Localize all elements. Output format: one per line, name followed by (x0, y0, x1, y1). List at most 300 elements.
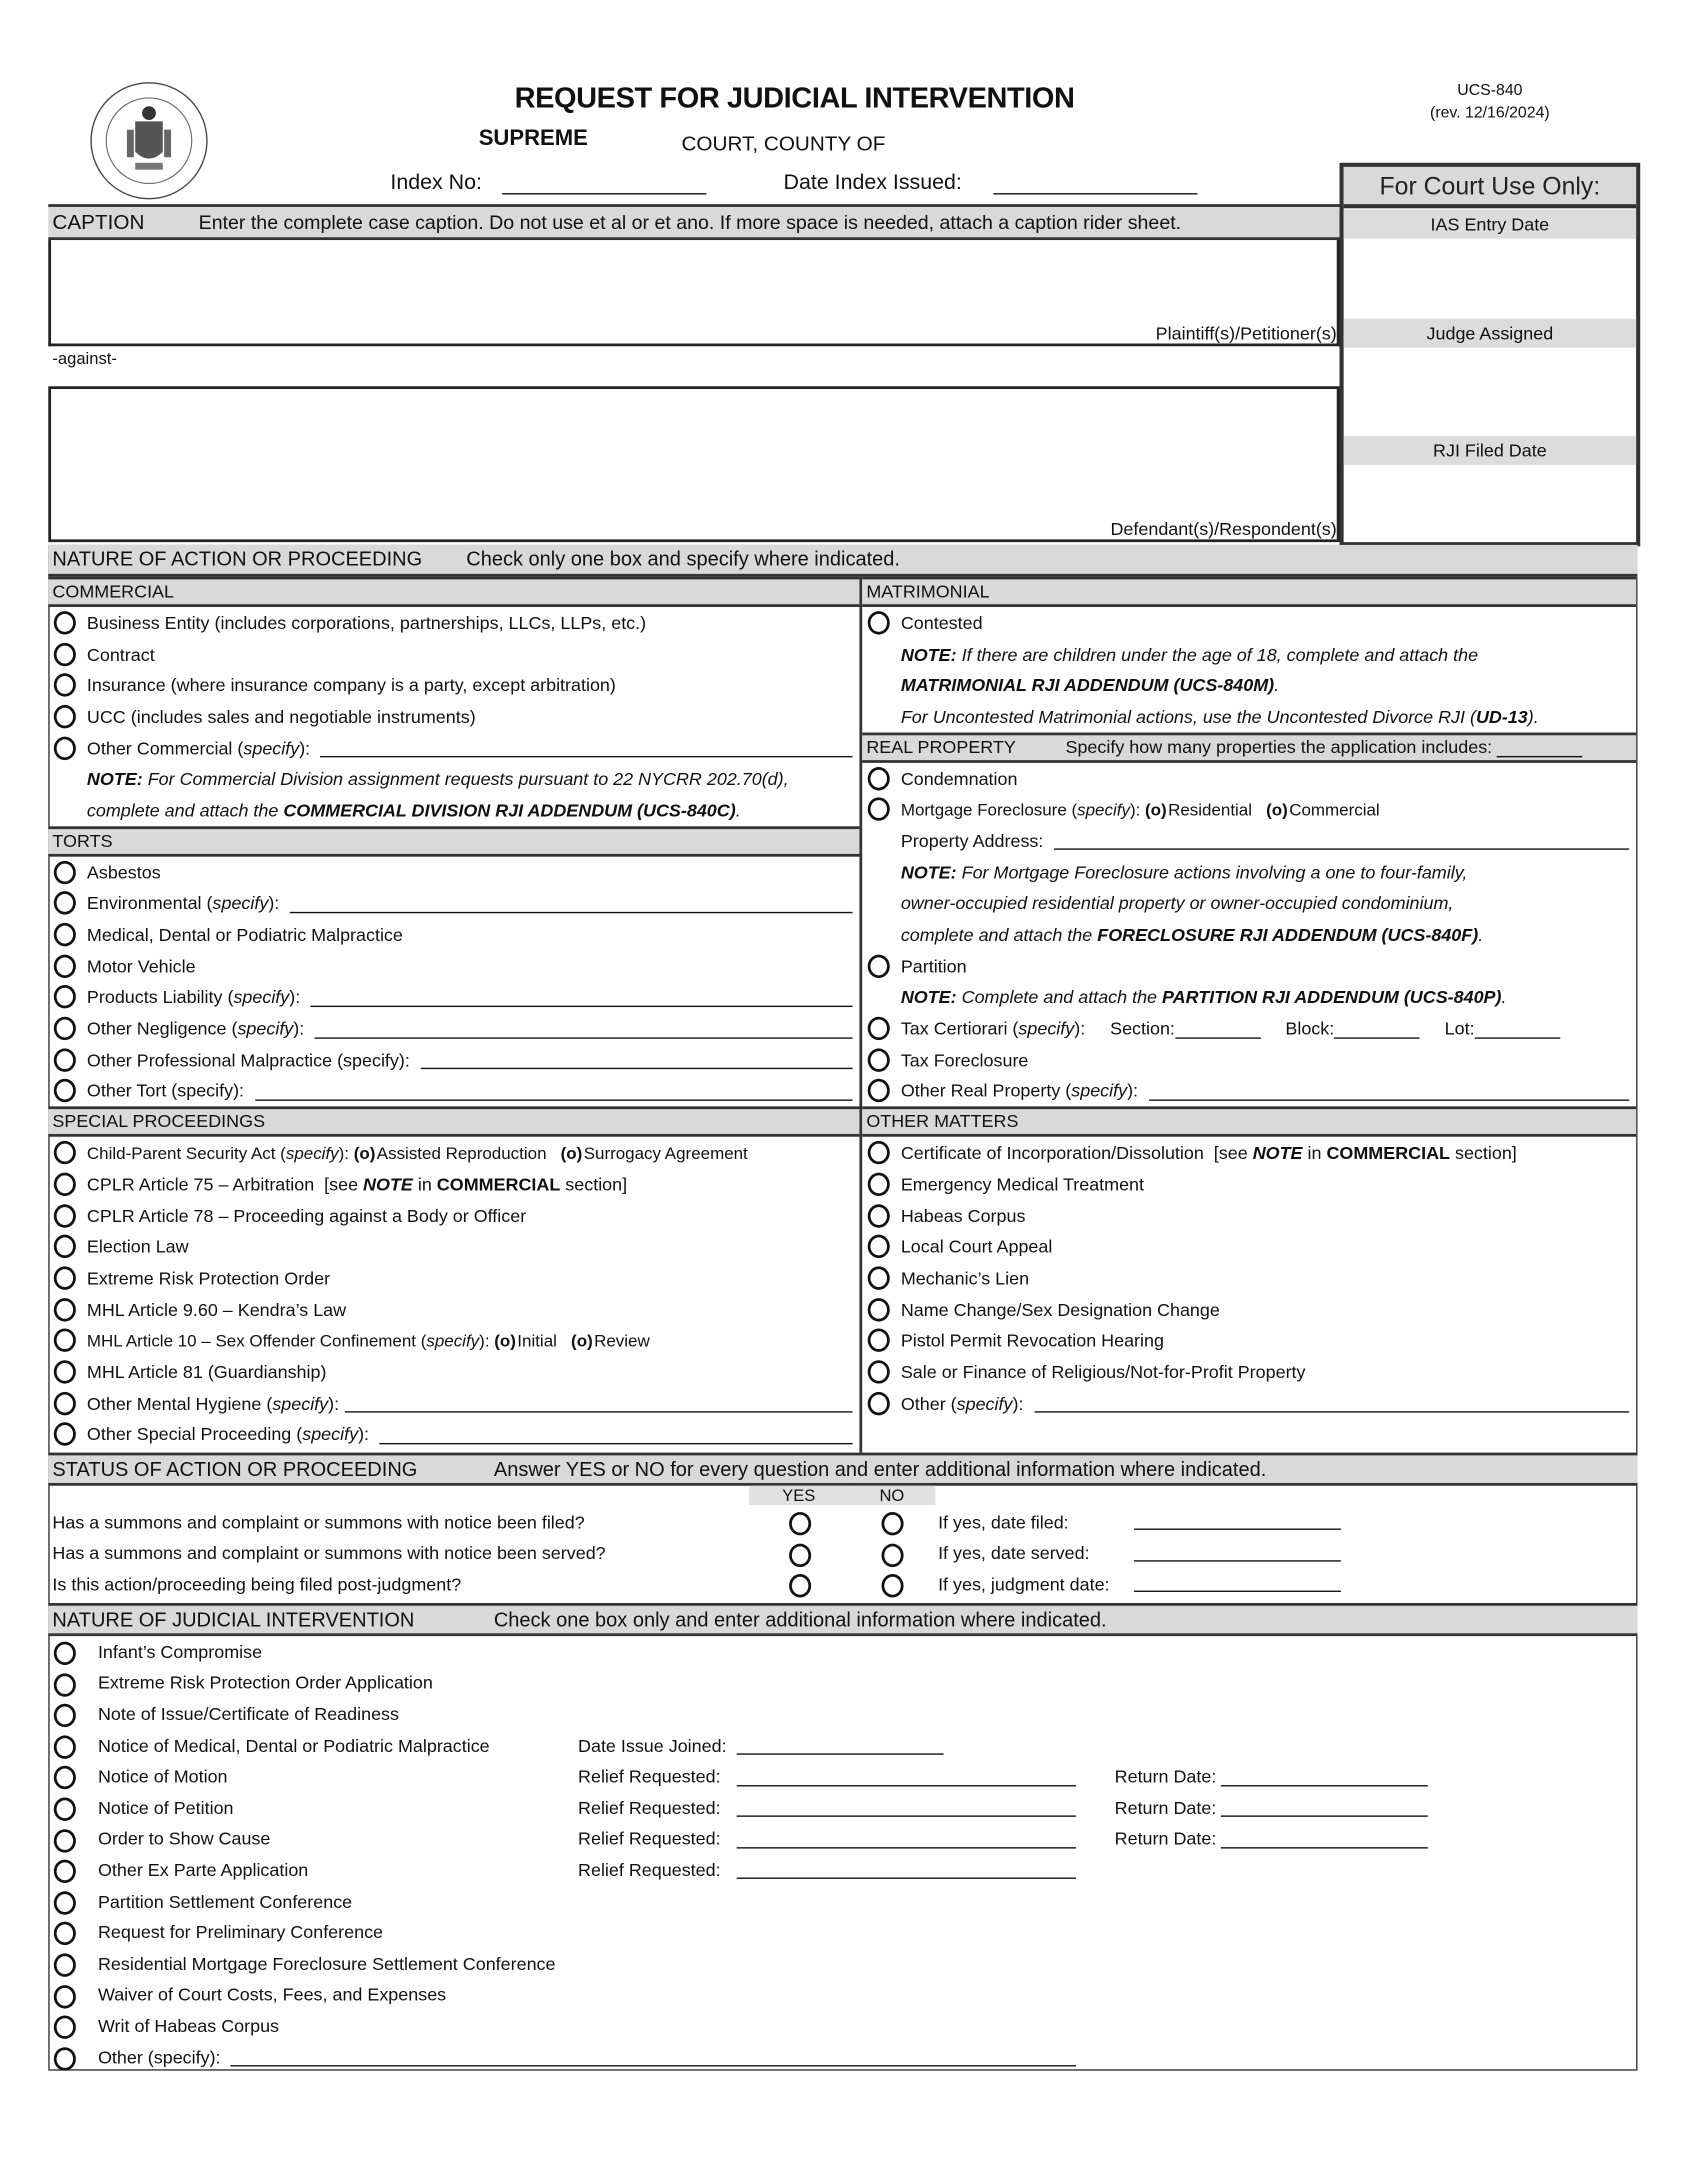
option-label (48, 1236, 859, 1257)
radio-button[interactable] (54, 860, 76, 883)
radio-button[interactable] (54, 1891, 76, 1914)
intervention-partition-settlement-conference[interactable] (48, 1886, 1634, 1917)
plaintiff-caption-field[interactable] (48, 240, 1339, 346)
label-text: Other Negligence ( (86, 1018, 238, 1039)
label-text: Local Court Appeal (900, 1236, 1053, 1258)
option-label (862, 830, 1636, 851)
label-text: complete and attach the (86, 800, 279, 821)
option-local-court-appeal[interactable] (862, 1231, 1636, 1262)
radio-button[interactable] (868, 766, 890, 789)
label-text: ): (299, 737, 316, 759)
label-text: specify (212, 893, 269, 914)
option-label (48, 1362, 859, 1383)
section-header-special-proceedings (48, 1107, 859, 1137)
radio-button[interactable] (54, 1766, 76, 1789)
index-no-field[interactable] (502, 174, 706, 195)
option-label (48, 1018, 859, 1039)
label-text: complete and attach the (900, 924, 1093, 946)
text-field[interactable] (1221, 1798, 1428, 1817)
radio-button[interactable] (868, 1391, 890, 1414)
status-date-field[interactable] (1134, 1511, 1341, 1530)
label-text: ): (268, 893, 285, 914)
text-field[interactable] (1175, 1019, 1261, 1038)
option-habeas-corpus[interactable] (862, 1200, 1636, 1231)
intervention-label (98, 1948, 556, 1979)
court-county-label: COURT, COUNTY OF (681, 132, 886, 156)
label-text: ): (293, 1018, 310, 1039)
option-label (862, 1050, 1636, 1071)
label-text: ). (1527, 706, 1539, 727)
text-field[interactable] (315, 1019, 853, 1038)
label-text: Return Date: (1114, 1766, 1222, 1787)
intervention-label (98, 1823, 270, 1854)
option-asbestos[interactable] (48, 856, 859, 887)
option-label (862, 893, 1636, 914)
option-label (862, 1081, 1636, 1102)
label-text: Residential Mortgage Foreclosure Settlement Conference (97, 1953, 556, 1974)
index-no-label: Index No: (390, 171, 482, 195)
status-question: Has a summons and complaint or summons with notice been filed? (52, 1511, 585, 1533)
option-label (48, 675, 859, 696)
option-other-special-proceeding-specify[interactable] (48, 1419, 859, 1450)
label-text: Notice of Motion (97, 1766, 228, 1787)
radio-button[interactable] (54, 1953, 76, 1976)
radio-button[interactable] (868, 1360, 890, 1383)
section-header-other-matters (862, 1107, 1636, 1137)
section-note (1065, 735, 1582, 760)
intervention-header (48, 1603, 1637, 1636)
option-extreme-risk-protection-order[interactable] (48, 1262, 859, 1293)
label-text: Medical, Dental or Podiatric Malpractice (86, 924, 403, 946)
intervention-request-for-preliminary-conference[interactable] (48, 1917, 1634, 1948)
intervention-mid-field (578, 1730, 1076, 1761)
intervention-label (98, 1792, 234, 1823)
section-title: REAL PROPERTY (866, 736, 1016, 758)
radio-button[interactable] (54, 1673, 76, 1696)
option-other-real-property-specify[interactable] (862, 1076, 1636, 1107)
text-field[interactable] (1475, 1019, 1561, 1038)
section-title: MATRIMONIAL (866, 580, 990, 602)
intervention-mid-field (578, 1854, 1076, 1885)
radio-button[interactable] (54, 1798, 76, 1821)
option-label (48, 956, 859, 977)
option-label (862, 612, 1636, 633)
radio-button[interactable] (868, 1204, 890, 1227)
text-field[interactable] (311, 988, 853, 1007)
option-label (48, 987, 859, 1008)
radio-button[interactable] (54, 611, 76, 634)
intervention-extreme-risk-protection-order-applicatio[interactable] (48, 1667, 1634, 1698)
option-other-specify[interactable] (862, 1388, 1636, 1419)
label-text: ): (479, 1330, 495, 1351)
radio-button[interactable] (868, 1172, 890, 1195)
intervention-residential-mortgage-foreclosure-settlem[interactable] (48, 1948, 1634, 1979)
option-label (48, 1050, 859, 1071)
intervention-notice-of-petition[interactable] (48, 1792, 1634, 1823)
label-text: Condemnation (900, 767, 1018, 789)
option-pistol-permit-revocation-hearing[interactable] (862, 1325, 1636, 1356)
radio-button[interactable] (54, 736, 76, 759)
option-contract[interactable] (48, 638, 859, 669)
label-text: section] (1449, 1142, 1517, 1164)
radio-button[interactable] (54, 1642, 76, 1665)
option-sale-or-finance-of-religious-not-for-pro[interactable] (862, 1356, 1636, 1387)
label-text: Mechanic’s Lien (900, 1267, 1030, 1289)
radio-button[interactable] (868, 1298, 890, 1321)
radio-button[interactable] (868, 1017, 890, 1040)
label-text: specify (233, 986, 290, 1008)
option-label (862, 1299, 1636, 1320)
option-mechanic-s-lien[interactable] (862, 1262, 1636, 1293)
label-text: Notice of Petition (97, 1797, 234, 1818)
option-medical-dental-or-podiatric-malpractice[interactable] (48, 919, 859, 950)
option-emergency-medical-treatment[interactable] (862, 1168, 1636, 1199)
radio-button[interactable] (54, 2016, 76, 2039)
court-use-only-box (1340, 163, 1641, 547)
text-field[interactable] (736, 1767, 1076, 1786)
label-text: Lot: (1419, 1018, 1475, 1039)
status-question: Is this action/proceeding being filed post-judgment? (52, 1573, 462, 1595)
option-election-law[interactable] (48, 1231, 859, 1262)
label-text: Specify how many properties the application includes: (1065, 736, 1498, 758)
option-label (862, 1142, 1636, 1163)
option-label (48, 862, 859, 883)
radio-button[interactable] (54, 1922, 76, 1945)
option-radio[interactable]: (o) (494, 1330, 516, 1351)
text-field[interactable] (1334, 1019, 1420, 1038)
option-contested[interactable] (862, 607, 1636, 638)
radio-button[interactable] (54, 2047, 76, 2070)
note-text (862, 982, 1636, 1013)
radio-button[interactable] (54, 923, 76, 946)
section-title: OTHER MATTERS (866, 1110, 1019, 1132)
form-id: UCS-840 (1457, 82, 1523, 100)
intervention-notice-of-medical-dental-or-podiatric-ma[interactable] (48, 1730, 1634, 1761)
intervention-label (98, 1761, 228, 1792)
option-label (862, 924, 1636, 945)
label-text: Other (specify): (97, 2046, 226, 2068)
yes-radio[interactable] (789, 1543, 811, 1566)
label-text: For Uncontested Matrimonial actions, use the Uncontested Divorce RJI ( (900, 706, 1476, 727)
label-text: Other Ex Parte Application (97, 1859, 309, 1881)
label-text: Other Real Property ( (900, 1080, 1072, 1102)
intervention-notice-of-motion[interactable] (48, 1761, 1634, 1792)
option-label (48, 1331, 859, 1350)
label-text: Extreme Risk Protection Order Application (97, 1672, 433, 1694)
label-text: For Mortgage Foreclosure actions involving a one to four-family, (961, 861, 1468, 883)
note-text (862, 701, 1636, 732)
label-text: . (1274, 674, 1280, 696)
option-label (862, 1362, 1636, 1383)
option-mhl-article-9-60-kendra-s-law[interactable] (48, 1294, 859, 1325)
label-text: Contested (900, 612, 983, 633)
option-mhl-article-10-sex-offender-confinement-[interactable] (48, 1325, 859, 1356)
defendant-caption-field[interactable] (48, 386, 1339, 542)
label-text: Request for Preliminary Conference (97, 1921, 384, 1943)
option-products-liability-specify[interactable] (48, 982, 859, 1013)
option-other-tort-specify[interactable] (48, 1076, 859, 1107)
label-text: ): (328, 1392, 340, 1414)
nature-of-action-header (48, 545, 1637, 577)
court-use-title: For Court Use Only: (1344, 167, 1636, 208)
note-text (862, 825, 1636, 856)
text-field[interactable] (1497, 738, 1583, 757)
label-text: Mortgage Foreclosure ( (900, 799, 1078, 820)
radio-button[interactable] (868, 1266, 890, 1289)
label-text: ): (1129, 799, 1146, 820)
option-name-change-sex-designation-change[interactable] (862, 1294, 1636, 1325)
intervention-infant-s-compromise[interactable] (48, 1636, 1634, 1667)
option-radio[interactable]: (o) (571, 1330, 593, 1351)
label-text: ): (289, 986, 306, 1008)
label-text: Environmental ( (86, 893, 213, 914)
status-label: STATUS OF ACTION OR PROCEEDING (52, 1459, 418, 1482)
option-motor-vehicle[interactable] (48, 950, 859, 981)
radio-button[interactable] (54, 1735, 76, 1758)
section-title: COMMERCIAL (52, 580, 174, 602)
intervention-note-of-issue-certificate-of-readiness[interactable] (48, 1698, 1634, 1729)
option-business-entity-includes-corporations-pa[interactable] (48, 607, 859, 638)
status-date-field[interactable] (1134, 1573, 1341, 1592)
label-text: Relief Requested: (578, 1828, 731, 1850)
radio-button[interactable] (54, 1204, 76, 1227)
label-text: Election Law (86, 1236, 189, 1258)
label-text: Writ of Habeas Corpus (97, 2015, 280, 2037)
option-label (48, 1268, 859, 1289)
label-text: owner-occupied residential property or owner-occupied condominium, (900, 893, 1454, 914)
radio-button[interactable] (54, 1172, 76, 1195)
label-text: Tax Certiorari ( (900, 1018, 1019, 1039)
label-text: COMMERCIAL (1326, 1142, 1450, 1164)
intervention-label (98, 1698, 399, 1729)
section-title: SPECIAL PROCEEDINGS (52, 1110, 266, 1132)
label-text: NOTE: (900, 643, 957, 665)
text-field[interactable] (420, 1050, 852, 1069)
option-environmental-specify[interactable] (48, 888, 859, 919)
option-label (48, 1143, 859, 1162)
nature-of-action-label: NATURE OF ACTION OR PROCEEDING (52, 549, 423, 572)
label-text: specify (1077, 799, 1130, 820)
label-text: MHL Article 10 – Sex Offender Confinement ( (86, 1330, 427, 1351)
note-text (862, 919, 1636, 950)
status-instruction: Answer YES or NO for every question and enter additional information where indicated. (493, 1459, 1267, 1482)
option-label (862, 1174, 1636, 1195)
option-other-mental-hygiene-specify[interactable] (48, 1388, 859, 1419)
intervention-mid-field (578, 1792, 1076, 1823)
intervention-other-ex-parte-application[interactable] (48, 1854, 1634, 1885)
radio-button[interactable] (54, 1017, 76, 1040)
option-tax-foreclosure[interactable] (862, 1044, 1636, 1075)
judge-assigned-label: Judge Assigned (1344, 319, 1636, 348)
option-label (48, 800, 859, 821)
option-cplr-article-75-arbitration-see-note-in-[interactable] (48, 1168, 859, 1199)
status-date-field[interactable] (1134, 1542, 1341, 1561)
court-type[interactable]: SUPREME (478, 126, 588, 151)
label-text: UD-13 (1475, 706, 1528, 727)
label-text: in (412, 1173, 437, 1195)
intervention-mid-field (578, 1823, 1076, 1854)
intervention-return-date (1115, 1761, 1429, 1792)
text-field[interactable] (736, 1829, 1076, 1848)
option-label (48, 1205, 859, 1226)
radio-button[interactable] (54, 1704, 76, 1727)
intervention-label (98, 2010, 279, 2041)
label-text: Return Date: (1114, 1797, 1222, 1818)
option-other-negligence-specify[interactable] (48, 1013, 859, 1044)
radio-button[interactable] (54, 1298, 76, 1321)
label-text: Other Professional Malpractice (specify): (86, 1049, 415, 1071)
text-field[interactable] (1054, 831, 1629, 850)
label-text: Note of Issue/Certificate of Readiness (97, 1703, 400, 1725)
label-text: NOTE (363, 1173, 413, 1195)
option-label (48, 893, 859, 914)
radio-button[interactable] (868, 611, 890, 634)
radio-button[interactable] (868, 954, 890, 977)
text-field[interactable] (380, 1425, 853, 1444)
option-label (48, 612, 859, 633)
label-text: specify (1018, 1018, 1075, 1039)
label-text: Relief Requested: (578, 1797, 731, 1818)
text-field[interactable] (736, 1860, 1076, 1879)
text-field[interactable] (736, 1798, 1076, 1817)
option-radio[interactable]: (o) (1266, 799, 1288, 820)
form-title: REQUEST FOR JUDICIAL INTERVENTION (514, 82, 1075, 115)
label-text: Business Entity (includes corporations, partnerships, LLCs, LLPs, etc.) (86, 612, 647, 633)
label-text: CPLR Article 78 – Proceeding against a Body or Officer (86, 1205, 527, 1226)
label-text: Other Mental Hygiene ( (86, 1392, 273, 1414)
label-text: FORECLOSURE RJI ADDENDUM (UCS-840F) (1097, 924, 1479, 946)
intervention-order-to-show-cause[interactable] (48, 1823, 1634, 1854)
option-other-professional-malpractice-specify[interactable] (48, 1044, 859, 1075)
status-question: Has a summons and complaint or summons with notice been served? (52, 1542, 606, 1564)
label-text: Date Issue Joined: (578, 1734, 737, 1756)
option-label (48, 1081, 859, 1102)
text-field[interactable] (1149, 1081, 1630, 1100)
label-text: Pistol Permit Revocation Hearing (900, 1330, 1164, 1351)
text-field[interactable] (1034, 1394, 1629, 1413)
radio-button[interactable] (54, 642, 76, 665)
radio-button[interactable] (868, 1048, 890, 1071)
option-radio[interactable]: (o) (560, 1143, 583, 1163)
section-title: TORTS (52, 830, 113, 851)
label-text: PARTITION RJI ADDENDUM (UCS-840P) (1162, 986, 1502, 1008)
label-text: Return Date: (1114, 1828, 1222, 1850)
text-field[interactable] (290, 894, 853, 913)
label-text: Partition (900, 955, 967, 977)
option-partition[interactable] (862, 950, 1636, 981)
label-text: specify (426, 1330, 480, 1351)
option-mortgage-foreclosure-specify-residential[interactable] (862, 794, 1636, 825)
text-field[interactable] (321, 738, 853, 757)
radio-button[interactable] (54, 1048, 76, 1071)
intervention-label (98, 1979, 446, 2010)
label-text: Property Address: (900, 830, 1049, 852)
label-text: . (735, 800, 741, 821)
text-field[interactable] (737, 1736, 944, 1755)
option-label (48, 769, 859, 790)
no-radio[interactable] (882, 1512, 904, 1535)
radio-button[interactable] (54, 1391, 76, 1414)
label-text: Other Special Proceeding ( (86, 1424, 303, 1445)
radio-button[interactable] (54, 1860, 76, 1883)
option-label (862, 768, 1636, 789)
option-ucc-includes-sales-and-negotiable-instru[interactable] (48, 701, 859, 732)
text-field[interactable] (1221, 1829, 1428, 1848)
label-text: . (1501, 986, 1507, 1008)
text-field[interactable] (231, 2047, 1076, 2066)
radio-button[interactable] (54, 954, 76, 977)
option-other-commercial-specify[interactable] (48, 732, 859, 763)
option-label (48, 1299, 859, 1320)
option-child-parent-security-act-specify-assist[interactable] (48, 1137, 859, 1168)
option-label (862, 1236, 1636, 1257)
note-text (862, 888, 1636, 919)
no-column-header: NO (848, 1486, 935, 1505)
option-radio[interactable]: (o) (1145, 799, 1167, 820)
label-text: Insurance (where insurance company is a party, except arbitration) (86, 674, 616, 696)
option-label (48, 1393, 859, 1414)
label-text: Name Change/Sex Designation Change (900, 1298, 1220, 1320)
radio-button[interactable] (54, 1360, 76, 1383)
radio-button[interactable] (54, 1266, 76, 1289)
section-header-commercial (48, 577, 859, 607)
option-certificate-of-incorporation-dissolution[interactable] (862, 1137, 1636, 1168)
radio-button[interactable] (54, 1985, 76, 2008)
intervention-return-date (1115, 1823, 1429, 1854)
intervention-label (98, 1917, 383, 1948)
no-radio[interactable] (882, 1543, 904, 1566)
option-mhl-article-81-guardianship[interactable] (48, 1356, 859, 1387)
caption-label: CAPTION (52, 211, 145, 235)
intervention-waiver-of-court-costs-fees-and-expenses[interactable] (48, 1979, 1634, 2010)
label-text: Contract (86, 643, 155, 665)
label-text: MHL Article 81 (Guardianship) (86, 1361, 327, 1383)
label-text: Commercial (1289, 799, 1380, 820)
text-field[interactable] (345, 1394, 853, 1413)
option-insurance-where-insurance-company-is-a-p[interactable] (48, 670, 859, 701)
intervention-label: NATURE OF JUDICIAL INTERVENTION (52, 1609, 415, 1632)
intervention-writ-of-habeas-corpus[interactable] (48, 2010, 1634, 2041)
label-text: Asbestos (86, 861, 161, 883)
label-text: specify (1071, 1080, 1128, 1102)
option-radio[interactable]: (o) (353, 1143, 376, 1163)
radio-button[interactable] (54, 1829, 76, 1852)
yes-radio[interactable] (789, 1512, 811, 1535)
option-label (862, 644, 1636, 665)
label-text: Surrogacy Agreement (583, 1143, 748, 1163)
option-label (48, 737, 859, 758)
date-index-issued-field[interactable] (993, 174, 1197, 195)
label-text: in (1302, 1142, 1327, 1164)
note-text (862, 638, 1636, 669)
label-text: If there are children under the age of 18, complete and attach the (961, 643, 1479, 665)
option-condemnation[interactable] (862, 763, 1636, 794)
option-label (48, 1174, 859, 1195)
label-text: COMMERCIAL (436, 1173, 561, 1195)
text-field[interactable] (1221, 1767, 1428, 1786)
section-header-torts (48, 826, 859, 856)
intervention-other-specify[interactable] (48, 2041, 1634, 2072)
option-label (862, 862, 1636, 883)
option-tax-certiorari-specify-section-block-lot[interactable] (862, 1013, 1636, 1044)
label-text: NOTE: (900, 861, 957, 883)
label-text: Child-Parent Security Act ( (86, 1143, 286, 1163)
option-cplr-article-78-proceeding-against-a-bod[interactable] (48, 1200, 859, 1231)
radio-button[interactable] (54, 705, 76, 728)
yes-column-header: YES (749, 1486, 848, 1505)
label-text: Notice of Medical, Dental or Podiatric Malpractice (97, 1734, 490, 1756)
text-field[interactable] (255, 1081, 853, 1100)
